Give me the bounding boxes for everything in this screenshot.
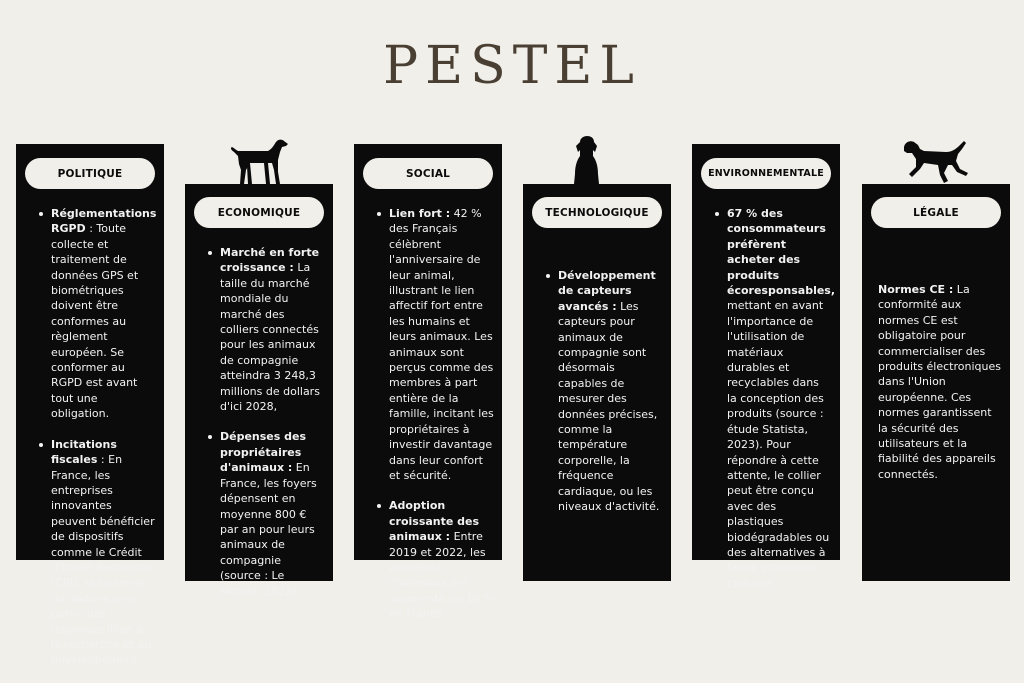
- label-economique: ECONOMIQUE: [194, 197, 324, 228]
- list-item: Normes CE : La conformité aux normes CE est obligatoire pour commercialiser des produits électroniques dans l'Union européenne. Ces normes garantissent la sécurité des utilisateurs et la fiabilité des appareils connectés.: [878, 283, 1001, 481]
- column-social: [354, 144, 502, 621]
- label-legale: LÉGALE: [871, 197, 1001, 228]
- label-social: SOCIAL: [363, 158, 493, 189]
- list-item: Incitations fiscales : En France, les entreprises innovantes peuvent bénéficier de dispositifs comme le Crédit d'Impôt Recherche (CIR), qui permet de déduire une partie des dépenses liées à la recherche et au développement.: [51, 437, 155, 667]
- list-technologique: [523, 268, 671, 530]
- list-item: 67 % des consommateurs préfèrent acheter des produits écoresponsables, mettant en avant l'importance de l'utilisation de matériaux durables et recyclables dans la conception des produits (source : étude Statista, 2023). Pour répondre à cette attente, le collier peut être conçu avec des plastiques biodégradables ou des alternatives à faible empreinte carbone.: [727, 207, 836, 590]
- running-dog-icon: [902, 139, 970, 185]
- list-economique: [185, 245, 333, 614]
- column-legale: [862, 184, 1010, 581]
- label-politique: POLITIQUE: [25, 158, 155, 189]
- list-item: Marché en forte croissance : La taille du marché mondiale du marché des colliers connectés pour les animaux de compagnie atteindra 3 248,3 millions de dollars d'ici 2028,: [220, 245, 325, 414]
- list-item: Dépenses des propriétaires d'animaux : En France, les foyers dépensent en moyenne 800 € par an pour leurs animaux de compagnie (source : Le Monde, 2023).: [220, 429, 325, 598]
- list-environnementale: [692, 206, 840, 606]
- standing-dog-icon: [228, 138, 292, 186]
- column-environnementale: [692, 144, 840, 590]
- list-social: [354, 206, 502, 637]
- list-item: Développement de capteurs avancés : Les capteurs pour animaux de compagnie sont désormais capables de mesurer des données précises, comme la température corporelle, la fréquence cardiaque, ou les niveaux d'activité.: [558, 268, 663, 515]
- column-economique: [185, 184, 333, 598]
- label-technologique: TECHNOLOGIQUE: [532, 197, 662, 228]
- list-item: Adoption croissante des animaux : Entre 2019 et 2022, les adoptions d'animaux ont augmenté de 10 % en France.: [389, 499, 494, 621]
- list-item: Lien fort : 42 % des Français célèbrent l'anniversaire de leur animal, illustrant le lien affectif fort entre les humains et leurs animaux. Les animaux sont perçus comme des membres à part entière de la famille, incitant les propriétaires à investir davantage dans leur confort et sécurité.: [389, 207, 494, 482]
- page-title: PESTEL: [383, 36, 641, 96]
- list-politique: [16, 206, 164, 683]
- column-technologique: [523, 184, 671, 581]
- list-legale: [862, 282, 1010, 497]
- label-environnementale: ENVIRONNEMENTALE: [701, 158, 831, 189]
- list-item: Réglementations RGPD : Toute collecte et traitement de données GPS et biométriques doivent être conformes au règlement européen. Se conformer au RGPD est avant tout une obligation.: [51, 207, 157, 421]
- column-politique: [16, 144, 164, 667]
- sitting-dog-icon: [570, 136, 602, 186]
